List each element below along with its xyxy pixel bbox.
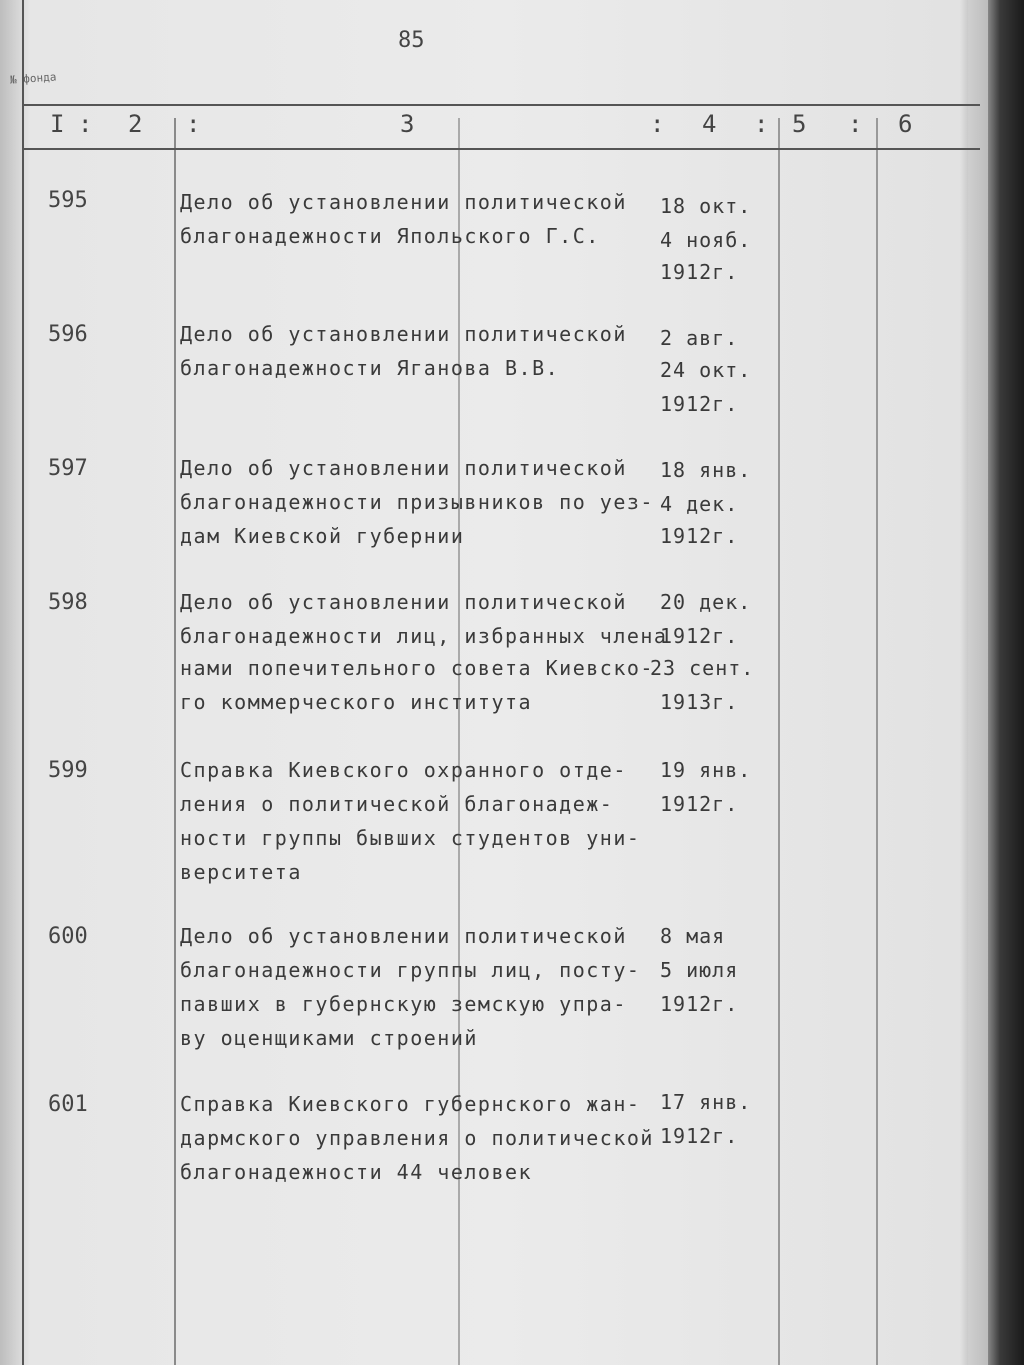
entry-text-line: благонадежности лиц, избранных члена (180, 624, 668, 648)
entry-date-line: 5 июля (660, 958, 739, 982)
entry-date-line: 24 окт. (660, 358, 752, 382)
entry-text-line: дам Киевской губернии (180, 524, 465, 548)
entry-text-line: Дело об установлении политической (180, 190, 627, 214)
entry-text-line: Справка Киевского губернского жан- (180, 1092, 641, 1116)
col-header-sep: : (754, 110, 769, 138)
sheet-edge (968, 0, 988, 1365)
entry-text-line: Дело об установлении политической (180, 456, 627, 480)
margin-stamp: № фонда (9, 70, 57, 87)
header-bottom-rule (22, 148, 980, 150)
col-header-5: 5 (792, 110, 807, 138)
entry-text-line: верситета (180, 860, 302, 884)
entry-text-line: нами попечительного совета Киевско- (180, 656, 654, 680)
entry-date-line: 8 мая (660, 924, 726, 948)
entry-date-line: 1912г. (660, 1124, 739, 1148)
entry-date-line: 1912г. (660, 992, 739, 1016)
column-rule-4 (876, 118, 878, 1365)
entry-date-line: 1912г. (660, 792, 739, 816)
entry-text-line: го коммерческого института (180, 690, 533, 714)
entry-date-line: 18 окт. (660, 194, 752, 218)
entry-text-line: ления о политической благонадеж- (180, 792, 614, 816)
entry-text-line: благонадежности 44 человек (180, 1160, 533, 1184)
entry-date-line: 1912г. (660, 524, 739, 548)
entry-number: 598 (48, 590, 88, 615)
col-header-2: 2 (128, 110, 143, 138)
col-header-sep: : (848, 110, 863, 138)
entry-date-line: 17 янв. (660, 1090, 752, 1114)
col-header-sep: : (186, 110, 201, 138)
column-rule-1 (174, 118, 176, 1365)
entry-date-line: 19 янв. (660, 758, 752, 782)
entry-date-line: 4 дек. (660, 492, 739, 516)
entry-date-line: 23 сент. (650, 656, 755, 680)
col-header-sep: : (650, 110, 665, 138)
col-header-6: 6 (898, 110, 913, 138)
entry-date-line: 2 авг. (660, 326, 739, 350)
entry-text-line: ву оценщиками строений (180, 1026, 478, 1050)
entry-number: 599 (48, 758, 88, 783)
entry-number: 597 (48, 456, 88, 481)
entry-text-line: ности группы бывших студентов уни- (180, 826, 641, 850)
entry-text-line: благонадежности призывников по уез- (180, 490, 654, 514)
entry-date-line: 18 янв. (660, 458, 752, 482)
col-header-4: 4 (702, 110, 717, 138)
entry-text-line: благонадежности группы лиц, посту- (180, 958, 641, 982)
entry-number: 600 (48, 924, 88, 949)
column-rule-3 (778, 118, 780, 1365)
entry-date-line: 1912г. (660, 260, 739, 284)
col-header-sep: : (78, 110, 93, 138)
header-top-rule (22, 104, 980, 106)
entry-text-line: Дело об установлении политической (180, 322, 627, 346)
col-header-1: I (50, 110, 65, 138)
entry-date-line: 20 дек. (660, 590, 752, 614)
entry-date-line: 1912г. (660, 392, 739, 416)
entry-text-line: благонадежности Яганова В.В. (180, 356, 560, 380)
left-margin-rule (22, 0, 24, 1365)
col-header-3: 3 (400, 110, 415, 138)
entry-number: 601 (48, 1092, 88, 1117)
entry-text-line: Дело об установлении политической (180, 590, 627, 614)
entry-text-line: павших в губернскую земскую упра- (180, 992, 627, 1016)
entry-text-line: Дело об установлении политической (180, 924, 627, 948)
entry-text-line: Справка Киевского охранного отде- (180, 758, 627, 782)
entry-date-line: 4 нояб. (660, 228, 752, 252)
entry-date-line: 1912г. (660, 624, 739, 648)
entry-date-line: 1913г. (660, 690, 739, 714)
page-number: 85 (398, 28, 425, 53)
entry-text-line: благонадежности Япольского Г.С. (180, 224, 600, 248)
entry-text-line: дармского управления о политической (180, 1126, 654, 1150)
entry-number: 596 (48, 322, 88, 347)
entry-number: 595 (48, 188, 88, 213)
